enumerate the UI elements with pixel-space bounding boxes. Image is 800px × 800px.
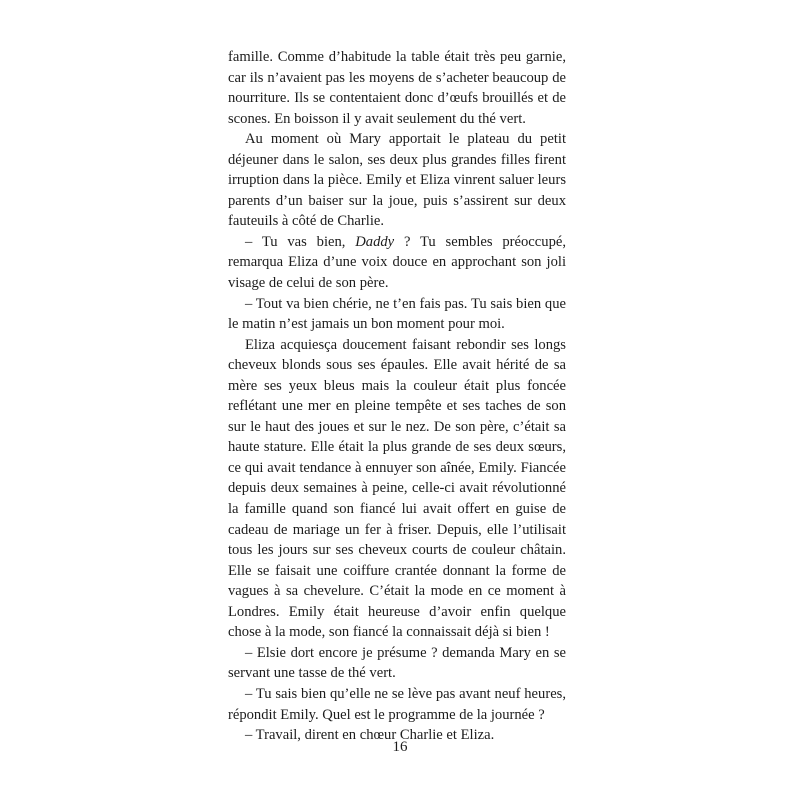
paragraph-4-text: – Tout va bien chérie, ne t’en fais pas. Tu sais bien que le matin n’est jamais un bon moment pour moi. xyxy=(228,295,566,333)
paragraph-7-text: – Tu sais bien qu’elle ne se lève pas avant neuf heures, répondit Emily. Quel est le programme de la journée ? xyxy=(228,685,566,723)
paragraph-1-text: famille. Comme d’habitude la table était très peu garnie, car ils n’avaient pas les moyens de s’acheter beaucoup de nourriture. Ils se contentaient donc d’œufs brouillés et de scones. En boisson il y avait seulement du thé vert. xyxy=(228,49,566,127)
paragraph-2-text: Au moment où Mary apportait le plateau du petit déjeuner dans le salon, ses deux plus grandes filles firent irruption dans la pièce. Emily et Eliza vinrent saluer leurs parents d’un baiser sur la joue, puis s’assirent sur deux fauteuils à côté de Charlie. xyxy=(228,131,566,230)
paragraph-5 xyxy=(228,335,566,643)
paragraph-6 xyxy=(228,643,566,684)
paragraph-4 xyxy=(228,294,566,335)
paragraph-2 xyxy=(228,129,566,232)
paragraph-3-text-a: – Tu vas bien, xyxy=(245,233,356,250)
page-number: 16 xyxy=(392,739,408,755)
paragraph-3-italic-daddy: Daddy xyxy=(355,233,395,250)
body-text xyxy=(228,47,566,746)
paragraph-3 xyxy=(228,232,566,294)
paragraph-5-text: Eliza acquiesça doucement faisant rebondir ses longs cheveux blonds sous ses épaules. Elle avait hérité de sa mère ses yeux bleus mais la couleur était plus foncée reflétant une mer en pleine tempête et ses taches de son sur le haut des joues et sur le nez. De son père, c’était sa haute stature. Elle était la plus grande de ses deux sœurs, ce qui avait tendance à ennuyer son aînée, Emily. Fiancée depuis deux semaines à peine, celle-ci avait révolutionné la famille quand son fiancé lui avait offert en guise de cadeau de mariage un fer à friser. Depuis, elle l’utilisait tous les jours sur ses cheveux courts de couleur châtain. Elle se faisait une coiffure crantée donnant la forme de vagues à sa chevelure. C’était la mode en ce moment à Londres. Emily était heureuse d’avoir enfin quelque chose à la mode, son fiancé la connaissait déjà si bien ! xyxy=(228,336,566,641)
paragraph-7 xyxy=(228,684,566,725)
paragraph-6-text: – Elsie dort encore je présume ? demanda Mary en se servant une tasse de thé vert. xyxy=(228,644,566,682)
paragraph-8-text: – Travail, dirent en chœur Charlie et Eliza. xyxy=(245,727,495,744)
paragraph-1 xyxy=(228,47,566,129)
paragraph-3-text-b: ? Tu sembles préoccupé, remarqua Eliza d’une voix douce en approchant son joli visage de celui de son père. xyxy=(228,233,566,292)
